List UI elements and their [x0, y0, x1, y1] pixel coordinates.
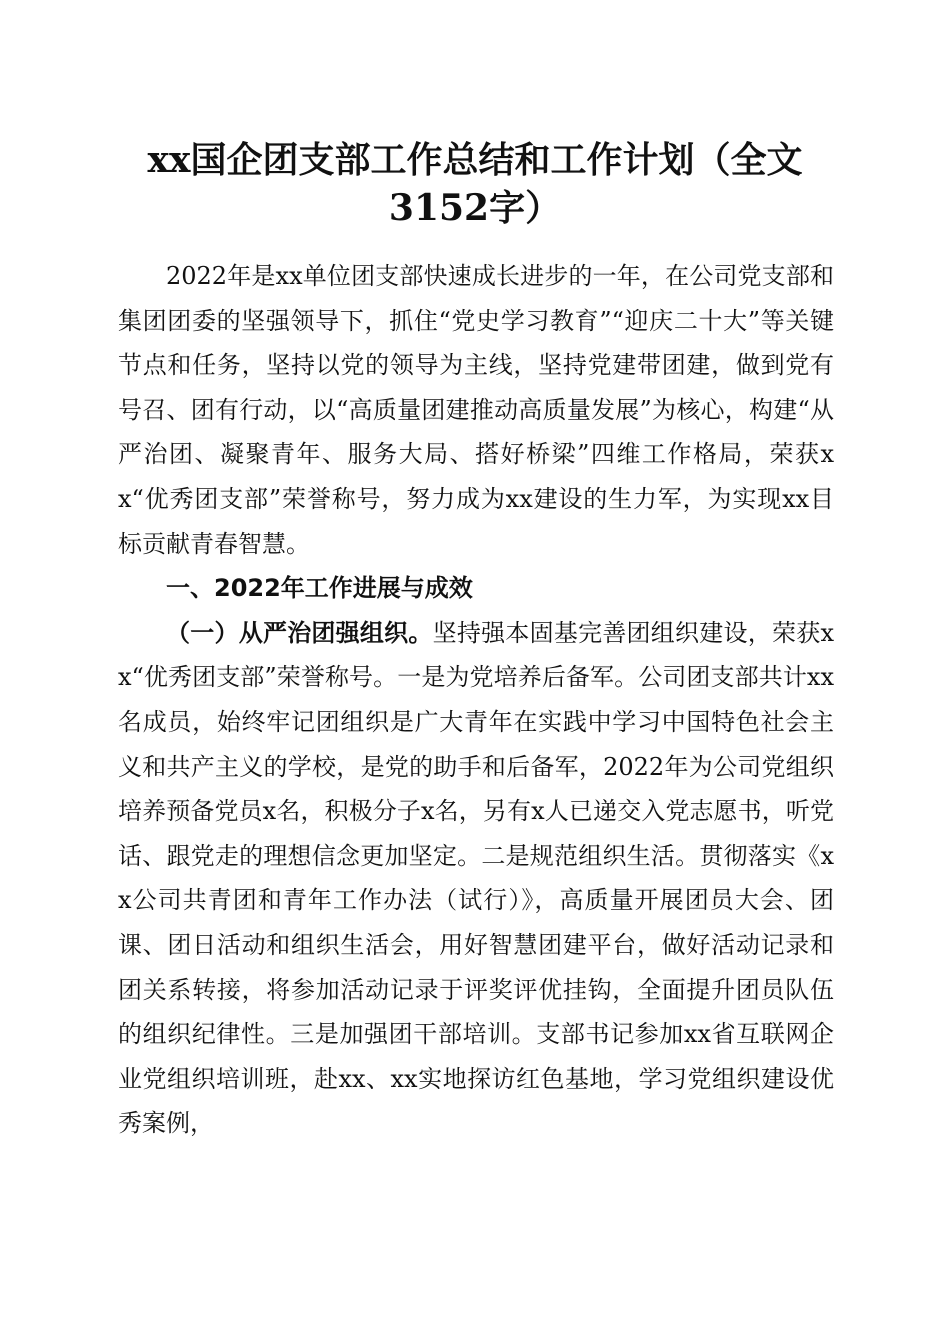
section-heading: 一、2022年工作进展与成效: [166, 574, 473, 603]
document-body: [118, 254, 834, 1146]
subsection-lead: （一）从严治团强组织。: [166, 617, 433, 647]
subsection-paragraph: [118, 611, 834, 1146]
subsection-body: 坚持强本固基完善团组织建设，荣获xx“优秀团支部”荣誉称号。一是为党培养后备军。公司团支部共计xx名成员，始终牢记团组织是广大青年在实践中学习中国特色社会主义和共产主义的学校，是党的助手和后备军，2022年为公司党组织培养预备党员x名，积极分子x名，另有x人已递交入党志愿书，听党话、跟党走的理想信念更加坚定。二是规范组织生活。贯彻落实《xx公司共青团和青年工作办法（试行）》，高质量开展团员大会、团课、团日活动和组织生活会，用好智慧团建平台，做好活动记录和团关系转接，将参加活动记录于评奖评优挂钩，全面提升团员队伍的组织纪律性。三是加强团干部培训。支部书记参加xx省互联网企业党组织培训班，赴xx、xx实地探访红色基地，学习党组织建设优秀案例，: [118, 618, 834, 1138]
intro-paragraph: 2022年是xx单位团支部快速成长进步的一年，在公司党支部和集团团委的坚强领导下，抓住“党史学习教育”“迎庆二十大”等关键节点和任务，坚持以党的领导为主线，坚持党建带团建，做到党有号召、团有行动，以“高质量团建推动高质量发展”为核心，构建“从严治团、凝聚青年、服务大局、搭好桥梁”四维工作格局，荣获xx“优秀团支部”荣誉称号，努力成为xx建设的生力军，为实现xx目标贡献青春智慧。: [118, 262, 834, 558]
document-title: xx国企团支部工作总结和工作计划（全文3152字）: [147, 139, 803, 229]
